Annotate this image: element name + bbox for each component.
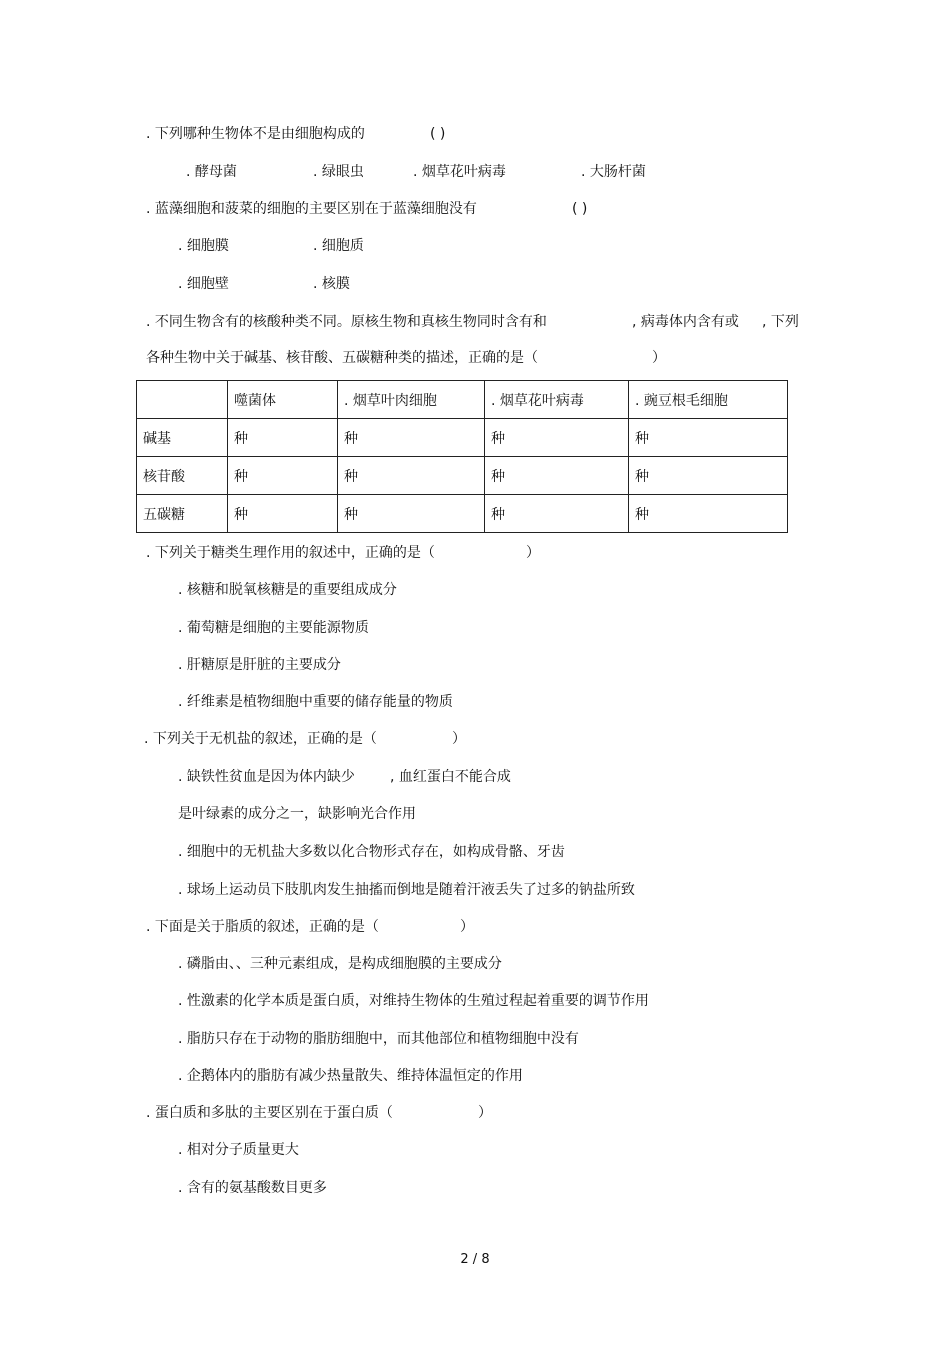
table-header-cell [137, 381, 228, 419]
page-number: 2 / 8 [460, 1252, 490, 1267]
q6-option-a: . 磷脂由、、三种元素组成，是构成细胞膜的主要成分 [178, 956, 502, 972]
q7-option-b: . 含有的氨基酸数目更多 [178, 1180, 327, 1196]
table-row [137, 419, 788, 457]
q6-option-c: . 脂肪只存在于动物的脂肪细胞中，而其他部位和植物细胞中没有 [178, 1031, 579, 1047]
table-cell: 种 [228, 419, 338, 457]
q7-paren-close: ） [478, 1105, 492, 1121]
q4-option-c: . 肝糖原是肝脏的主要成分 [178, 657, 341, 673]
q7-option-a: . 相对分子质量更大 [178, 1142, 299, 1158]
q4-stem: . 下列关于糖类生理作用的叙述中，正确的是（ [146, 545, 435, 561]
q2-option-a: . 细胞膜 [178, 238, 229, 254]
q5-option-a: . 缺铁性贫血是因为体内缺少 [178, 769, 355, 785]
table-cell: 种 [338, 419, 485, 457]
q2-option-d: . 核膜 [313, 276, 350, 292]
table-cell: 种 [629, 457, 788, 495]
q5-stem: . 下列关于无机盐的叙述，正确的是（ [144, 731, 377, 747]
q2-option-b: . 细胞质 [313, 238, 364, 254]
table-cell: 种 [338, 457, 485, 495]
table-cell: 种 [228, 495, 338, 533]
table-cell: 种 [629, 495, 788, 533]
table-row [137, 457, 788, 495]
q3-stem-mid: , 病毒体内含有或 [632, 314, 739, 330]
table-header-row [137, 381, 788, 419]
table-header-cell: . 烟草花叶病毒 [485, 381, 629, 419]
q2-stem: . 蓝藻细胞和菠菜的细胞的主要区别在于蓝藻细胞没有 [146, 201, 477, 217]
q6-stem: . 下面是关于脂质的叙述，正确的是（ [146, 919, 379, 935]
table-cell: 核苷酸 [137, 457, 228, 495]
q3-stem-line1: . 不同生物含有的核酸种类不同。原核生物和真核生物同时含有和 [146, 314, 547, 330]
q3-paren-close: ） [652, 350, 666, 366]
q1-option-a: . 酵母菌 [186, 164, 237, 180]
q1-option-d: . 大肠杆菌 [581, 164, 646, 180]
q5-option-a-cont: , 血红蛋白不能合成 [390, 769, 511, 785]
q4-option-b: . 葡萄糖是细胞的主要能源物质 [178, 620, 369, 636]
table-cell: 种 [485, 419, 629, 457]
q4-option-a: . 核糖和脱氧核糖是的重要组成成分 [178, 582, 397, 598]
table-cell: 种 [228, 457, 338, 495]
table-header-cell: . 烟草叶肉细胞 [338, 381, 485, 419]
table-cell: 种 [485, 457, 629, 495]
q5-option-d: . 球场上运动员下肢肌肉发生抽搐而倒地是随着汗液丢失了过多的钠盐所致 [178, 882, 635, 898]
q6-option-b: . 性激素的化学本质是蛋白质，对维持生物体的生殖过程起着重要的调节作用 [178, 993, 649, 1009]
q5-paren-close: ） [452, 731, 466, 747]
table-cell: 种 [338, 495, 485, 533]
q3-stem-end: , 下列 [762, 314, 799, 330]
q6-option-d: . 企鹅体内的脂肪有减少热量散失、维持体温恒定的作用 [178, 1068, 523, 1084]
q7-stem: . 蛋白质和多肽的主要区别在于蛋白质（ [146, 1105, 393, 1121]
q1-option-b: . 绿眼虫 [313, 164, 364, 180]
table-cell: 种 [629, 419, 788, 457]
table-cell: 碱基 [137, 419, 228, 457]
table-row [137, 495, 788, 533]
q1-stem: . 下列哪种生物体不是由细胞构成的 [146, 126, 365, 142]
q3-table [136, 380, 788, 533]
q1-option-c: . 烟草花叶病毒 [413, 164, 506, 180]
q6-paren-close: ） [460, 919, 474, 935]
table-header-cell: 噬菌体 [228, 381, 338, 419]
table-header-cell: . 豌豆根毛细胞 [629, 381, 788, 419]
table-cell: 种 [485, 495, 629, 533]
q4-option-d: . 纤维素是植物细胞中重要的储存能量的物质 [178, 694, 453, 710]
q2-option-c: . 细胞壁 [178, 276, 229, 292]
q4-paren-close: ） [526, 545, 540, 561]
q3-stem-line2: 各种生物中关于碱基、核苷酸、五碳糖种类的描述，正确的是（ [146, 350, 538, 366]
q1-paren: ( ) [430, 126, 446, 142]
q2-paren: ( ) [572, 201, 588, 217]
table-cell: 五碳糖 [137, 495, 228, 533]
q5-option-b: 是叶绿素的成分之一，缺影响光合作用 [178, 806, 416, 822]
q5-option-c: . 细胞中的无机盐大多数以化合物形式存在，如构成骨骼、牙齿 [178, 844, 565, 860]
